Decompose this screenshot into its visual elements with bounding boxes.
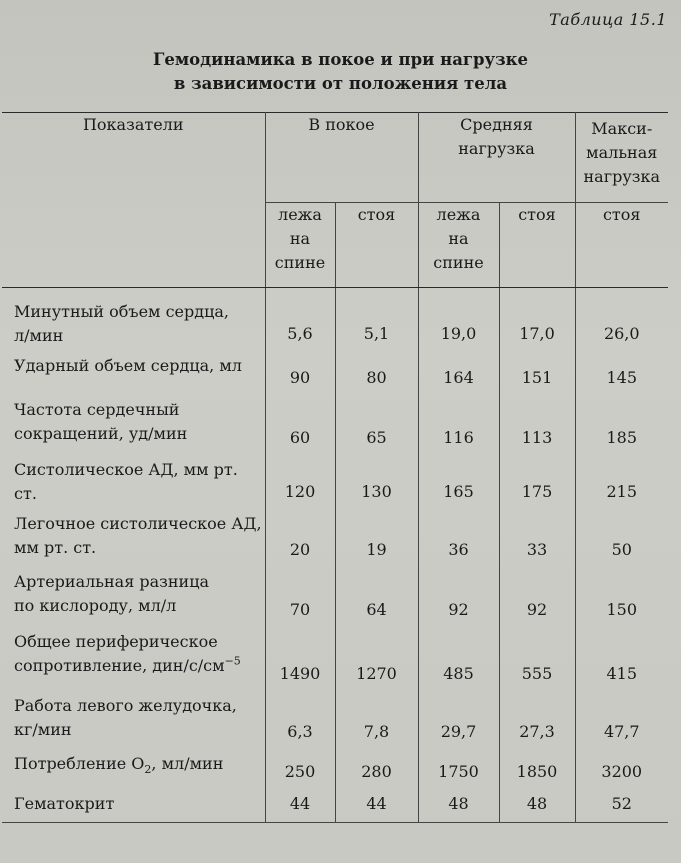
supine-line-1: лежа — [278, 205, 322, 224]
table-cell-value: 250 — [265, 746, 335, 786]
table-cell-value: 151 — [499, 348, 575, 392]
table-cell-value: 26,0 — [603, 324, 640, 343]
table-number-label: Таблица 15.1 — [549, 10, 667, 29]
table-cell-value: 90 — [265, 348, 335, 392]
row-label-line-2 — [14, 654, 265, 678]
table-title-line-1: Гемодинамика в покое и при нагрузке — [152, 50, 529, 69]
table-cell-value: 64 — [335, 564, 418, 624]
table-title — [0, 48, 681, 96]
row-label-line-2 — [14, 422, 265, 446]
row-label — [2, 506, 265, 564]
row-label-line-2 — [14, 536, 265, 560]
row-label-line-1 — [14, 570, 265, 594]
table-cell-value: 280 — [335, 746, 418, 786]
table-row — [2, 624, 668, 688]
row-label-line-1 — [14, 512, 265, 536]
header-indicator: Показатели — [2, 113, 265, 203]
table-title-line-2: в зависимости от положения тела — [173, 74, 508, 93]
row-label — [2, 452, 265, 506]
table-cell-value: 50 — [611, 540, 632, 559]
table-row — [2, 786, 668, 822]
supine-line-2: на — [448, 229, 469, 248]
row-label-line-2 — [14, 324, 265, 348]
table-cell-value: 70 — [265, 564, 335, 624]
row-label — [2, 348, 265, 392]
row-label-line-1 — [14, 458, 265, 506]
table-cell-value: 145 — [606, 368, 638, 387]
header-moderate-supine — [418, 203, 499, 288]
table-row — [2, 746, 668, 786]
table-cell-value: 150 — [606, 600, 638, 619]
row-label-text: Работа левого желудочка, — [14, 696, 237, 715]
row-label-text-tail: , мл/мин — [151, 754, 224, 773]
table-cell-value: 7,8 — [335, 688, 418, 746]
header-moderate-line-1: Средняя — [460, 115, 533, 134]
supine-line-1: лежа — [436, 205, 481, 224]
row-label — [2, 288, 265, 349]
table-cell-value: 44 — [335, 786, 418, 822]
table-row — [2, 288, 668, 349]
table-cell-value: 48 — [418, 786, 499, 822]
table-cell-value: 27,3 — [499, 688, 575, 746]
table-cell-value: 44 — [265, 786, 335, 822]
table-cell-value: 80 — [335, 348, 418, 392]
table-cell-value: 164 — [418, 348, 499, 392]
row-label-text: по кислороду, мл/л — [14, 596, 177, 615]
table-row — [2, 506, 668, 564]
header-moderate-load — [418, 113, 575, 203]
table-cell-value: 555 — [499, 624, 575, 688]
table-cell-value: 165 — [418, 452, 499, 506]
row-label — [2, 564, 265, 624]
table-cell-value: 185 — [606, 428, 638, 447]
header-rest: В покое — [265, 113, 418, 203]
table-row — [2, 564, 668, 624]
table-cell-value: 19,0 — [418, 288, 499, 349]
header-max-line-2: мальная — [586, 143, 658, 162]
row-label-text: Систолическое АД, мм рт. ст. — [14, 460, 238, 503]
row-label-line-1 — [14, 752, 265, 782]
row-label-line-1 — [14, 630, 265, 654]
hemodynamics-table — [2, 112, 668, 823]
table-cell-value: 6,3 — [265, 688, 335, 746]
table-cell-value: 47,7 — [603, 722, 640, 741]
row-label-text: Общее периферическое — [14, 632, 218, 651]
table-cell-value: 65 — [335, 392, 418, 452]
table-cell-value: 415 — [606, 664, 638, 683]
row-label-text: кг/мин — [14, 720, 72, 739]
row-label-line-1 — [14, 300, 265, 324]
table-cell-value: 5,1 — [335, 288, 418, 349]
row-label-text: Ударный объем сердца, мл — [14, 356, 242, 375]
table-cell-value: 1490 — [265, 624, 335, 688]
row-label-text: Артериальная разница — [14, 572, 210, 591]
row-label-superscript: −5 — [224, 654, 241, 668]
row-label-text: Минутный объем сердца, — [14, 302, 230, 321]
table-cell-value: 1750 — [418, 746, 499, 786]
table-cell-value: 215 — [606, 482, 638, 501]
header-rest-standing: стоя — [335, 203, 418, 288]
table-cell-value: 120 — [265, 452, 335, 506]
supine-line-2: на — [289, 229, 311, 248]
table-cell-value: 113 — [499, 392, 575, 452]
row-label-line-1 — [14, 398, 265, 422]
table-row — [2, 452, 668, 506]
table-cell-value: 17,0 — [499, 288, 575, 349]
header-moderate-standing: стоя — [499, 203, 575, 288]
row-label — [2, 746, 265, 786]
table-cell-value: 1850 — [499, 746, 575, 786]
row-label — [2, 786, 265, 822]
table-row — [2, 348, 668, 392]
header-max-load — [575, 113, 668, 203]
table-cell-value: 60 — [265, 392, 335, 452]
table-cell-value: 485 — [418, 624, 499, 688]
header-row-1 — [2, 113, 668, 203]
row-label-text: сопротивление, дин/с/см — [14, 656, 225, 675]
supine-line-3: спине — [274, 253, 326, 272]
row-label-line-2 — [14, 594, 265, 618]
header-moderate-line-2: нагрузка — [458, 139, 535, 158]
row-label — [2, 392, 265, 452]
row-label-text: Потребление O — [14, 754, 145, 773]
row-label-line-2 — [14, 718, 265, 742]
header-max-standing: стоя — [575, 203, 668, 288]
table-cell-value: 5,6 — [265, 288, 335, 349]
table-cell-value: 92 — [499, 564, 575, 624]
table-row — [2, 392, 668, 452]
table-cell-value: 92 — [418, 564, 499, 624]
row-label-line-1 — [14, 694, 265, 718]
row-label — [2, 624, 265, 688]
table-cell-value: 29,7 — [418, 688, 499, 746]
table-cell-value: 33 — [499, 506, 575, 564]
table-cell-value: 116 — [418, 392, 499, 452]
table-cell-value: 1270 — [335, 624, 418, 688]
header-row-2 — [2, 203, 668, 288]
supine-line-3: спине — [433, 253, 484, 272]
row-label-text: Гематокрит — [14, 794, 115, 813]
row-label-text: Частота сердечный — [14, 400, 180, 419]
table-cell-value: 19 — [335, 506, 418, 564]
row-label — [2, 688, 265, 746]
row-label-text: л/мин — [14, 326, 64, 345]
header-rest-supine — [265, 203, 335, 288]
row-label-line-1 — [14, 354, 265, 378]
row-label-subscript: 2 — [144, 763, 152, 777]
table-cell-value: 175 — [499, 452, 575, 506]
row-label-text: мм рт. ст. — [14, 538, 97, 557]
table-cell-value: 48 — [499, 786, 575, 822]
header-max-line-1: Макси- — [591, 119, 653, 138]
table-row — [2, 688, 668, 746]
table-cell-value: 36 — [418, 506, 499, 564]
header-indicator-empty — [2, 203, 265, 288]
table-cell-value: 130 — [335, 452, 418, 506]
table-cell-value: 20 — [265, 506, 335, 564]
table-cell-value: 3200 — [601, 762, 643, 781]
row-label-line-1 — [14, 792, 265, 816]
table-cell-value: 52 — [575, 786, 668, 822]
row-label-text: Легочное систолическое АД, — [14, 514, 262, 533]
row-label-text: сокращений, уд/мин — [14, 424, 188, 443]
header-max-line-3: нагрузка — [583, 167, 660, 186]
